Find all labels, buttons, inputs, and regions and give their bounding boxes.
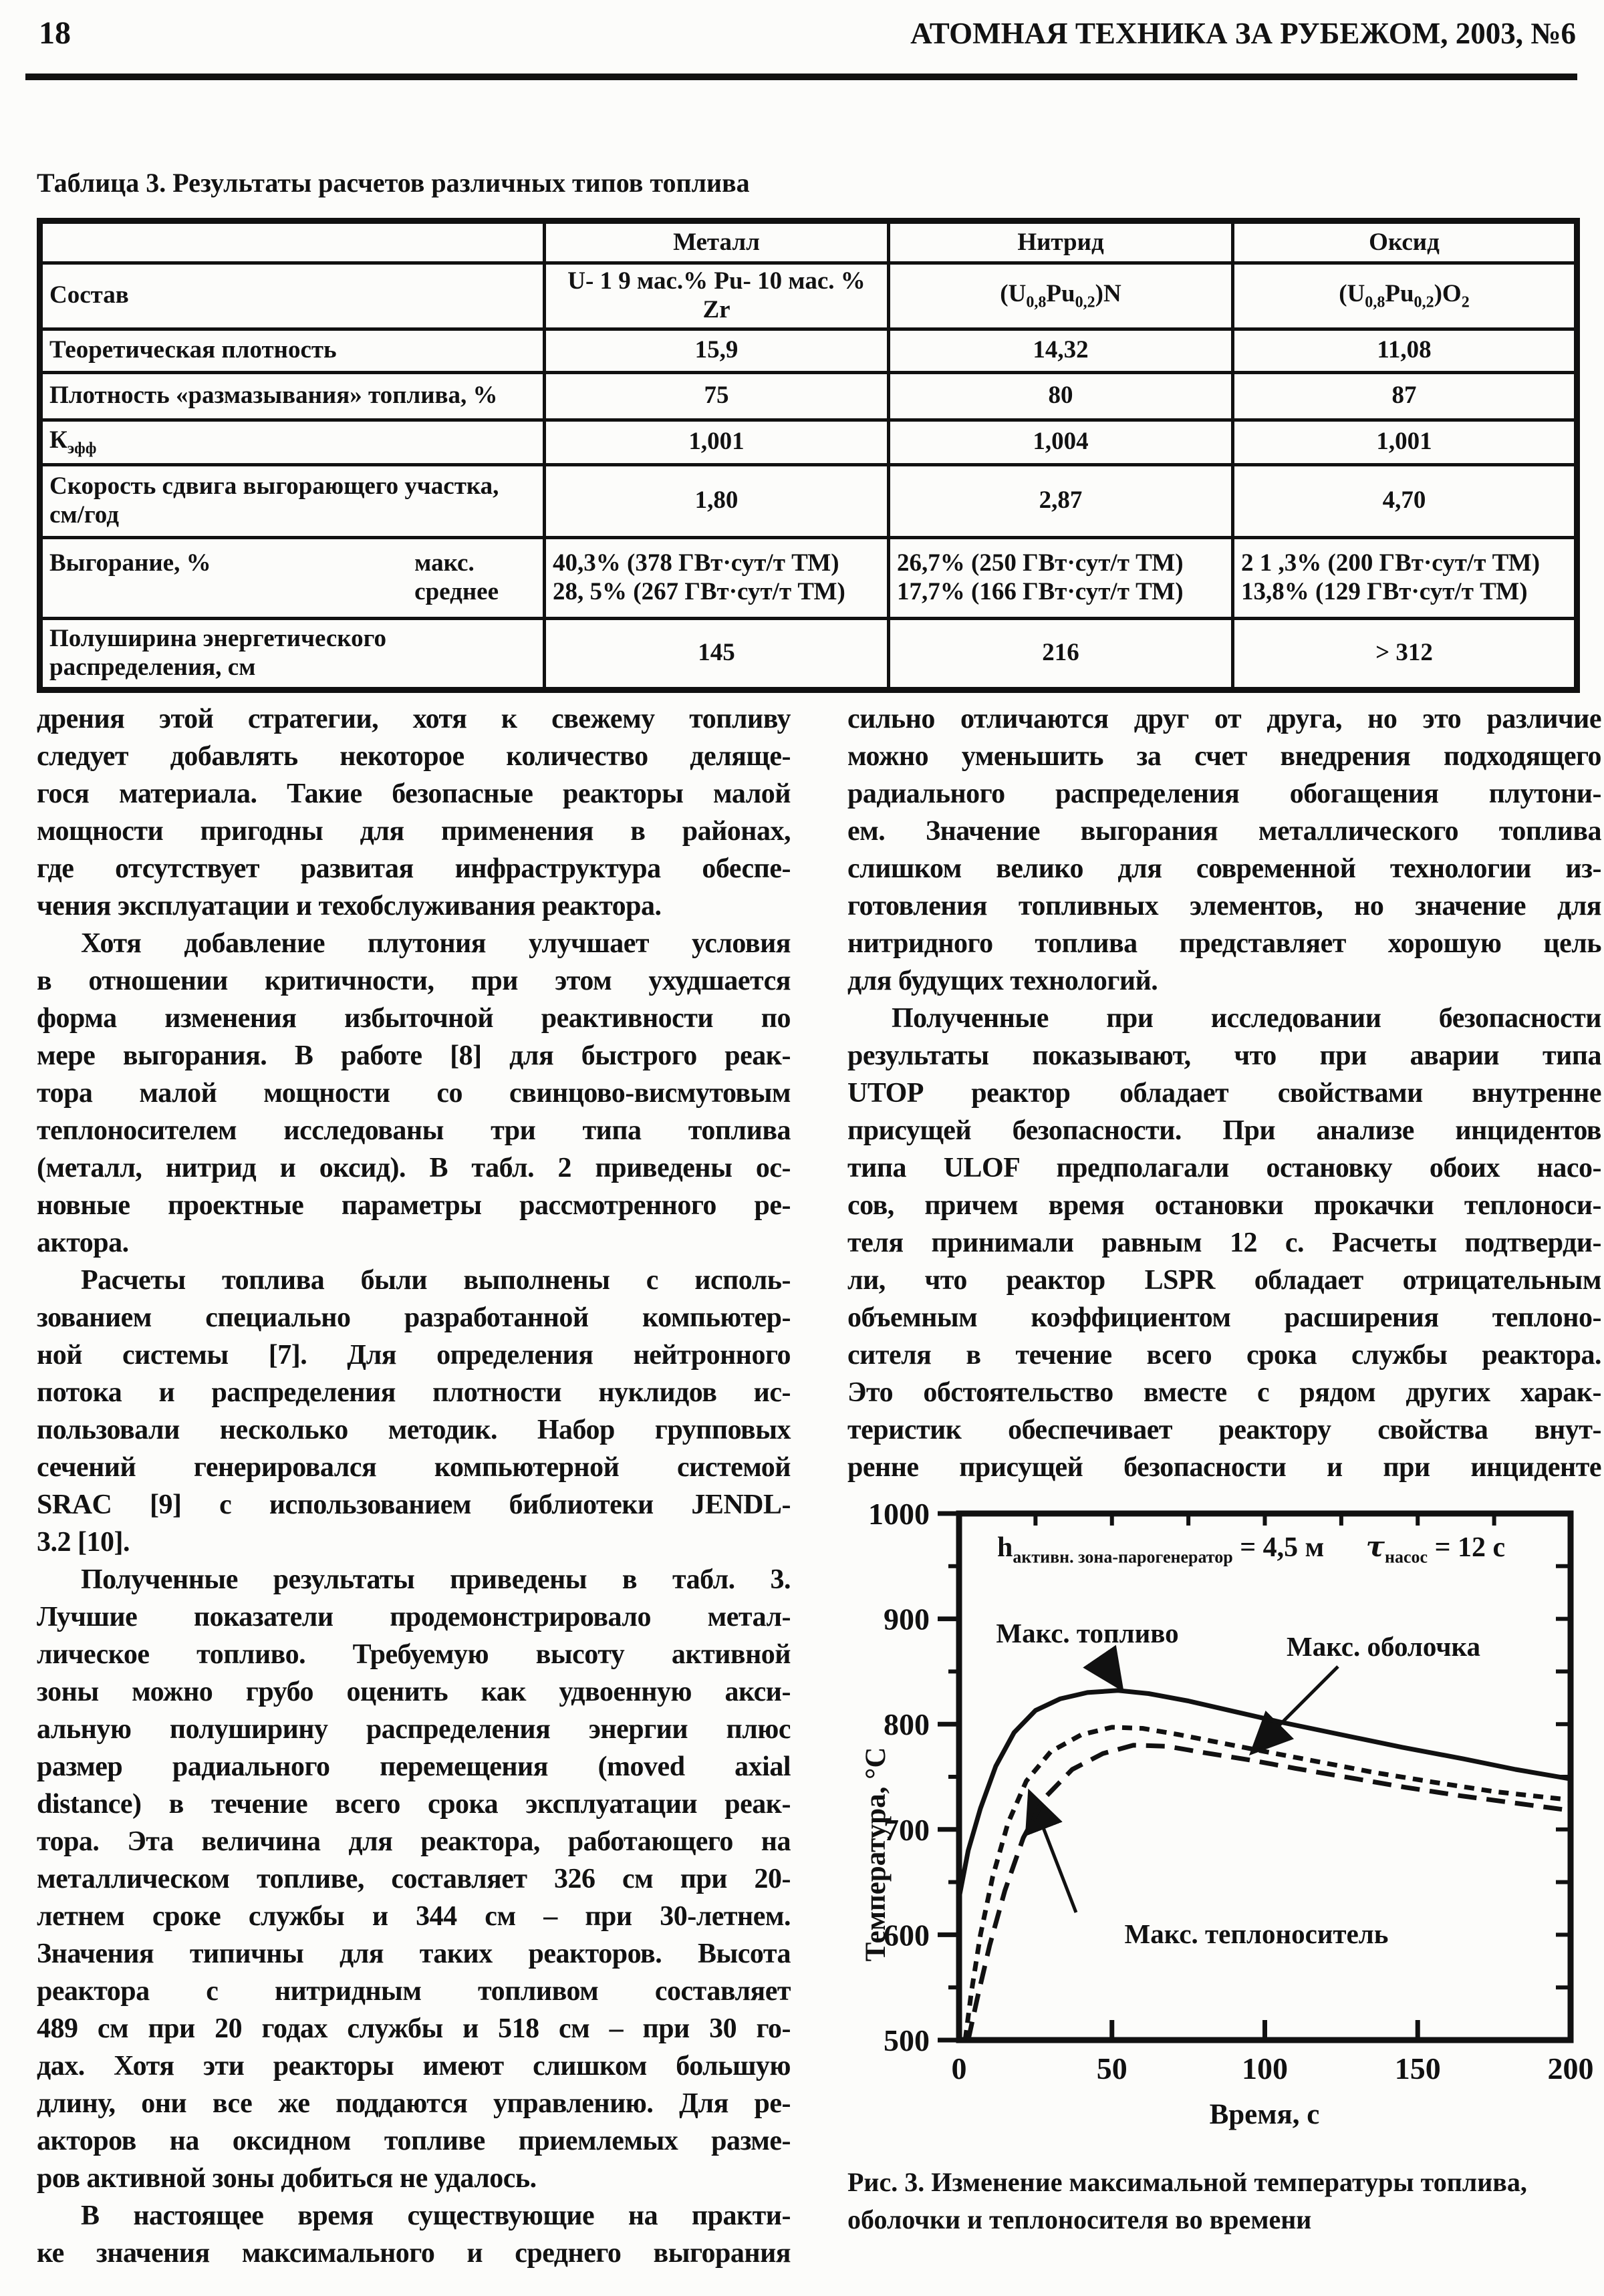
left-text-column — [37, 700, 791, 2272]
table-header-row — [40, 221, 1577, 263]
right-text-column — [847, 700, 1601, 1486]
figure-3 — [855, 1463, 1601, 2142]
body-text-line: альную полуширину распределения энергии плюс — [37, 1714, 791, 1745]
body-text-line: слишком велико для современной технологии из- — [847, 853, 1601, 884]
x-axis-title: Время, с — [1209, 2099, 1320, 2130]
cell-value: 80 — [889, 372, 1233, 420]
results-table — [37, 218, 1580, 693]
page-number: 18 — [39, 15, 71, 51]
body-text-line: летнем сроке службы и 344 см – при 30-летнем. — [37, 1901, 791, 1932]
table-corner-cell — [40, 221, 545, 263]
cell-value: 145 — [545, 618, 889, 690]
body-text-line: ров активной зоны добиться не удалось. — [37, 2163, 537, 2194]
col-header-oxide: Оксид — [1233, 221, 1577, 263]
cell-value: 216 — [889, 618, 1233, 690]
cell-value: 1,004 — [889, 420, 1233, 464]
body-text-line: радиального распределения обогащения плутони- — [847, 778, 1601, 809]
table-row — [40, 618, 1577, 690]
header-divider — [25, 74, 1577, 80]
tick-label: 900 — [884, 1602, 930, 1636]
body-text-line: новные проектные параметры рассмотренного ре- — [37, 1190, 791, 1221]
body-text-line: потока и распределения плотности нуклидов ис- — [37, 1377, 791, 1408]
body-text-line: тора. Эта величина для реактора, работающего на — [37, 1826, 791, 1857]
col-header-nitride: Нитрид — [889, 221, 1233, 263]
cell-value: 14,32 — [889, 329, 1233, 372]
cell-composition-oxide: $(U_{0,8}Pu_{0,2})O_2$ — [1233, 263, 1577, 329]
body-text-line: где отсутствует развитая инфраструктура обеспе- — [37, 853, 791, 884]
body-text-line: Это обстоятельство вместе с рядом других харак- — [847, 1377, 1601, 1408]
body-text-line: теплоносителем исследованы три типа топлива — [37, 1115, 791, 1146]
body-text-line: зованием специально разработанной компьютер- — [37, 1302, 791, 1333]
series-label-coolant: Макс. теплоноситель — [1124, 1918, 1389, 1949]
cell-value: 75 — [545, 372, 889, 420]
tick-label: 100 — [1242, 2051, 1288, 2086]
series-label-cladding: Макс. оболочка — [1287, 1631, 1480, 1662]
chart-annotation: $h_{активн. зона-парогенератор} = 4,5$ м $\tau_{насос} = 12$ с — [997, 1530, 1506, 1567]
body-text-line: присущей безопасности. При анализе инцидентов — [847, 1115, 1601, 1146]
body-text-line: сечений генерировался компьютерной системой — [37, 1452, 791, 1483]
body-text-line: distance) в течение всего срока эксплуатации реак- — [37, 1789, 791, 1820]
tick-label: 700 — [884, 1812, 930, 1847]
plot-frame — [959, 1514, 1571, 2040]
body-text-line: нитридного топлива представляет хорошую цель — [847, 928, 1601, 959]
curve-short-dash — [965, 1727, 1571, 2040]
arrow-to-cladding-curve — [1254, 1667, 1338, 1751]
series-label-fuel: Макс. топливо — [996, 1618, 1179, 1648]
cell-value: 87 — [1233, 372, 1577, 420]
body-text-line: Хотя добавление плутония улучшает условия — [81, 928, 791, 959]
body-text-line: объемным коэффициентом расширения теплоно- — [847, 1302, 1601, 1333]
body-text-line: (металл, нитрид и оксид). В табл. 2 приведены ос- — [37, 1153, 791, 1183]
body-text-line: длину, они все же поддаются управлению. Для ре- — [37, 2088, 791, 2119]
body-text-line: SRAC [9] с использованием библиотеки JENDL- — [37, 1489, 791, 1520]
body-text-line: ной системы [7]. Для определения нейтронного — [37, 1340, 791, 1371]
body-text-line: Значения типичны для таких реакторов. Высота — [37, 1939, 791, 1969]
body-text-line: пользовали несколько методик. Набор групповых — [37, 1415, 791, 1445]
table-row — [40, 372, 1577, 420]
body-text-line: сильно отличаются друг от друга, но это различие — [847, 704, 1601, 734]
col-header-metal: Металл — [545, 221, 889, 263]
body-text-line: сов, причем время остановки прокачки теплоноси- — [847, 1190, 1601, 1221]
body-text-line: можно уменьшить за счет внедрения подходящего — [847, 741, 1601, 772]
cell-burnup-oxide: 2 1 ,3% (200 ГВт·сут/т ТМ) 13,8% (129 ГВт·сут/т ТМ) — [1233, 537, 1577, 618]
body-text-line: для будущих технологий. — [847, 966, 1158, 996]
cell-value: 2,87 — [889, 464, 1233, 537]
body-text-line: ке значения максимального и среднего выгорания — [37, 2238, 791, 2269]
table-row — [40, 537, 1577, 618]
row-label: Полуширина энергетического распределения, см — [40, 618, 545, 690]
body-text-line: мощности пригодны для применения в районах, — [37, 816, 791, 847]
body-text-line: теристик обеспечивает реактору свойства внут- — [847, 1415, 1601, 1445]
row-label-keff: $К_{эфф}$ — [40, 420, 545, 464]
cell-value: 11,08 — [1233, 329, 1577, 372]
y-axis-title: Температура, °С — [860, 1747, 892, 1962]
table-title: Таблица 3. Результаты расчетов различных типов топлива — [37, 168, 750, 198]
body-text-line: Расчеты топлива были выполнены с исполь- — [81, 1265, 791, 1296]
row-label: Теоретическая плотность — [40, 329, 545, 372]
body-text-line: акторов на оксидном топливе приемлемых разме- — [37, 2126, 791, 2156]
caption-line-1: Рис. 3. Изменение максимальной температуры топлива, — [847, 2167, 1527, 2197]
tick-label: 800 — [884, 1707, 930, 1742]
tick-label: 0 — [951, 2051, 967, 2086]
tick-label: 50 — [1096, 2051, 1127, 2086]
body-text-line: тора малой мощности со свинцово-висмутовым — [37, 1078, 791, 1109]
body-text-line: форма изменения избыточной реактивности по — [37, 1003, 791, 1034]
cell-value: 4,70 — [1233, 464, 1577, 537]
row-label: Состав — [40, 263, 545, 329]
cell-composition-metal: U- 1 9 мас.% Pu- 10 мас. % Zr — [545, 263, 889, 329]
body-text-line: гося материала. Такие безопасные реакторы малой — [37, 778, 791, 809]
body-text-line: 489 см при 20 годах службы и 518 см – при 30 го- — [37, 2013, 791, 2044]
row-label-burnup: Выгорание, % макс. среднее — [40, 537, 545, 618]
body-text-line: дах. Хотя эти реакторы имеют слишком большую — [37, 2051, 791, 2082]
body-text-line: следует добавлять некоторое количество деляще- — [37, 741, 791, 772]
body-text-line: чения эксплуатации и техобслуживания реактора. — [37, 891, 662, 921]
cell-composition-nitride: $(U_{0,8}Pu_{0,2})N$ — [889, 263, 1233, 329]
arrow-to-fuel-curve — [1100, 1657, 1120, 1687]
body-text-line: реактора с нитридным топливом составляет — [37, 1976, 791, 2007]
cell-value: 15,9 — [545, 329, 889, 372]
body-text-line: ем. Значение выгорания металлического топлива — [847, 816, 1601, 847]
body-text-line: металлическом топливе, составляет 326 см при 20- — [37, 1864, 791, 1894]
body-text-line: размер радиального перемещения (moved axial — [37, 1751, 791, 1782]
figure-caption — [847, 2164, 1576, 2239]
cell-value: 1,001 — [1233, 420, 1577, 464]
body-text-line: ренне присущей безопасности и при инциденте — [847, 1452, 1601, 1483]
table-row — [40, 263, 1577, 329]
journal-title: АТОМНАЯ ТЕХНИКА ЗА РУБЕЖОМ, 2003, №6 — [910, 17, 1576, 50]
cell-burnup-metal: 40,3% (378 ГВт·сут/т ТМ) 28, 5% (267 ГВт·сут/т ТМ) — [545, 537, 889, 618]
body-text-line: теля принимали равным 12 с. Расчеты подтверди- — [847, 1228, 1601, 1258]
table-row — [40, 464, 1577, 537]
body-text-line: в отношении критичности, при этом ухудшается — [37, 966, 791, 996]
body-text-line: актора. — [37, 1228, 129, 1258]
tick-label: 150 — [1394, 2051, 1441, 2086]
body-text-line: готовления топливных элементов, но значение для — [847, 891, 1601, 921]
cell-value: > 312 — [1233, 618, 1577, 690]
body-text-line: мере выгорания. В работе [8] для быстрого реак- — [37, 1040, 791, 1071]
body-text-line: Полученные при исследовании безопасности — [892, 1003, 1601, 1034]
tick-label: 200 — [1547, 2051, 1594, 2086]
body-text-line: сителя в течение всего срока службы реактора. — [847, 1340, 1601, 1371]
table-row — [40, 420, 1577, 464]
body-text-line: Полученные результаты приведены в табл. 3. — [81, 1564, 791, 1595]
body-text-line: зоны можно грубо оценить как удвоенную акси- — [37, 1677, 791, 1707]
body-text-line: лическое топливо. Требуемую высоту активной — [37, 1639, 791, 1670]
body-text-line: типа ULOF предполагали остановку обоих насо- — [847, 1153, 1601, 1183]
body-text-line: В настоящее время существующие на практи- — [81, 2200, 791, 2231]
caption-line-2: оболочки и теплоносителя во времени — [847, 2204, 1312, 2235]
body-text-line: дрения этой стратегии, хотя к свежему топливу — [37, 704, 791, 734]
curve-long-dash — [968, 1745, 1571, 2040]
tick-label: 1000 — [868, 1497, 930, 1531]
cell-burnup-nitride: 26,7% (250 ГВт·сут/т ТМ) 17,7% (166 ГВт·сут/т ТМ) — [889, 537, 1233, 618]
table-row — [40, 329, 1577, 372]
body-text-line: Лучшие показатели продемонстрировало метал- — [37, 1602, 791, 1632]
body-text-line: результаты показывают, что при аварии типа — [847, 1040, 1601, 1071]
body-text-line: UTOP реактор обладает свойствами внутренне — [847, 1078, 1601, 1109]
tick-label: 600 — [884, 1918, 930, 1953]
body-text-line: 3.2 [10]. — [37, 1527, 130, 1558]
cell-value: 1,80 — [545, 464, 889, 537]
body-text-line: ли, что реактор LSPR обладает отрицательным — [847, 1265, 1601, 1296]
row-label: Плотность «размазывания» топлива, % — [40, 372, 545, 420]
row-label: Скорость сдвига выгорающего участка, см/год — [40, 464, 545, 537]
cell-value: 1,001 — [545, 420, 889, 464]
tick-label: 500 — [884, 2023, 930, 2057]
